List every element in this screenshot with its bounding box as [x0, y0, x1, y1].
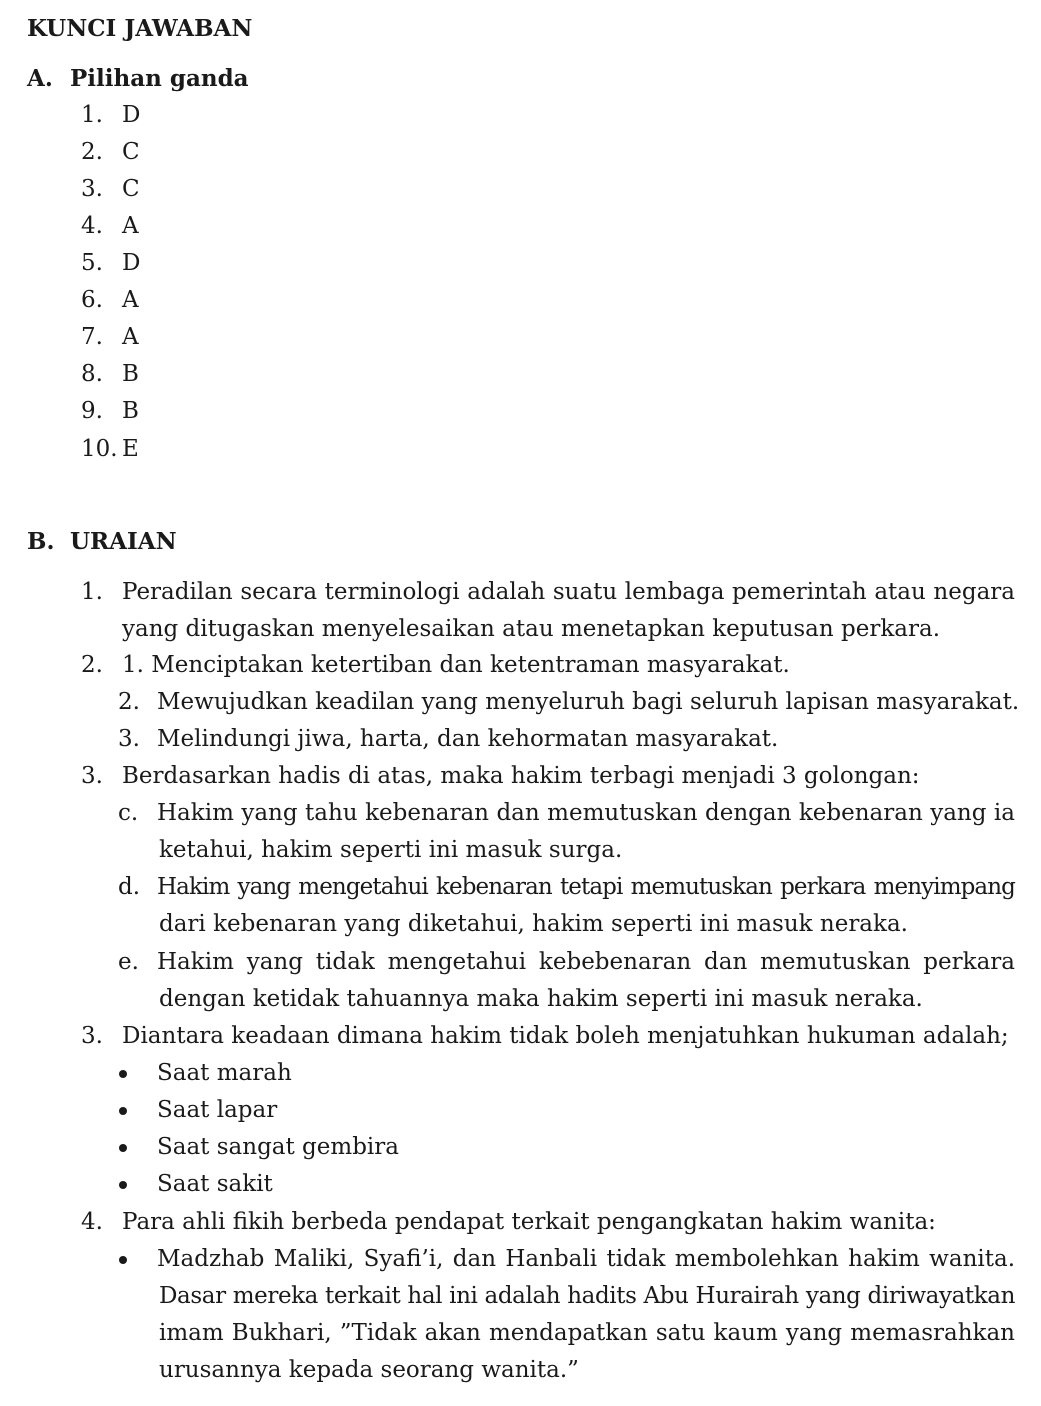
answer-number: 6.: [81, 287, 103, 313]
answer-value: A: [122, 324, 139, 350]
answer-value: E: [122, 436, 139, 462]
answer-number: 7.: [81, 324, 103, 350]
essay-answer-line: Para ahli fikih berbeda pendapat terkait pengangkatan hakim wanita:: [122, 1209, 936, 1235]
bullet-item-line: urusannya kepada seorang wanita.”: [159, 1357, 579, 1383]
section-a-heading: Pilihan ganda: [70, 65, 249, 92]
answer-value: B: [122, 398, 139, 424]
sub-item-number: 3.: [118, 726, 140, 752]
bullet-item: Saat sakit: [157, 1171, 273, 1197]
sub-item-text: ketahui, hakim seperti ini masuk surga.: [159, 837, 623, 863]
sub-item-text: Hakim yang tidak mengetahui kebebenaran dan memutuskan perkara: [157, 949, 1015, 975]
section-a-letter: A.: [27, 65, 53, 92]
bullet-icon: [119, 1256, 127, 1264]
bullet-icon: [119, 1181, 127, 1189]
answer-number: 3.: [81, 176, 103, 202]
essay-answer-line: 1. Menciptakan ketertiban dan ketentraman masyarakat.: [122, 652, 790, 678]
answer-number: 4.: [81, 213, 103, 239]
answer-number: 2.: [81, 139, 103, 165]
essay-number: 3.: [81, 763, 103, 789]
bullet-item-line: imam Bukhari, ”Tidak akan mendapatkan satu kaum yang memasrahkan: [159, 1320, 1015, 1346]
sub-item-letter: e.: [118, 949, 139, 975]
essay-number: 1.: [81, 579, 103, 605]
sub-item-text: Melindungi jiwa, harta, dan kehormatan masyarakat.: [157, 726, 779, 752]
essay-number: 3.: [81, 1023, 103, 1049]
section-b-letter: B.: [27, 528, 55, 555]
answer-number: 1.: [81, 102, 103, 128]
answer-value: C: [122, 139, 140, 165]
bullet-icon: [119, 1070, 127, 1078]
answer-value: D: [122, 102, 141, 128]
sub-item-text: dari kebenaran yang diketahui, hakim seperti ini masuk neraka.: [159, 911, 908, 937]
sub-item-text: Hakim yang mengetahui kebenaran tetapi memutuskan perkara menyimpang: [157, 874, 1015, 900]
sub-item-text: Mewujudkan keadilan yang menyeluruh bagi seluruh lapisan masyarakat.: [157, 689, 1020, 715]
answer-value: A: [122, 213, 139, 239]
answer-value: D: [122, 250, 141, 276]
essay-number: 4.: [81, 1209, 103, 1235]
bullet-item-line: Dasar mereka terkait hal ini adalah hadits Abu Hurairah yang diriwayatkan: [159, 1283, 1015, 1309]
sub-item-letter: d.: [118, 874, 141, 900]
bullet-item: Saat sangat gembira: [157, 1134, 399, 1160]
sub-item-text: Hakim yang tahu kebenaran dan memutuskan dengan kebenaran yang ia: [157, 800, 1015, 826]
bullet-icon: [119, 1107, 127, 1115]
sub-item-number: 2.: [118, 689, 140, 715]
answer-number: 5.: [81, 250, 103, 276]
essay-answer-line: yang ditugaskan menyelesaikan atau menetapkan keputusan perkara.: [122, 616, 941, 642]
bullet-item: Saat lapar: [157, 1097, 278, 1123]
section-b-heading: URAIAN: [70, 528, 177, 555]
essay-answer-line: Peradilan secara terminologi adalah suatu lembaga pemerintah atau negara: [122, 579, 1015, 605]
bullet-item-line: Madzhab Maliki, Syafi’i, dan Hanbali tidak membolehkan hakim wanita.: [157, 1246, 1015, 1272]
essay-number: 2.: [81, 652, 103, 678]
sub-item-text: dengan ketidak tahuannya maka hakim seperti ini masuk neraka.: [159, 986, 923, 1012]
essay-answer-line: Diantara keadaan dimana hakim tidak boleh menjatuhkan hukuman adalah;: [122, 1023, 1009, 1049]
sub-item-letter: c.: [118, 800, 139, 826]
answer-number: 9.: [81, 398, 103, 424]
bullet-item: Saat marah: [157, 1060, 292, 1086]
page-title: KUNCI JAWABAN: [27, 15, 253, 42]
answer-value: C: [122, 176, 140, 202]
answer-value: A: [122, 287, 139, 313]
bullet-icon: [119, 1144, 127, 1152]
answer-value: B: [122, 361, 139, 387]
essay-answer-line: Berdasarkan hadis di atas, maka hakim terbagi menjadi 3 golongan:: [122, 763, 920, 789]
answer-number: 8.: [81, 361, 103, 387]
answer-number: 10.: [81, 436, 118, 462]
